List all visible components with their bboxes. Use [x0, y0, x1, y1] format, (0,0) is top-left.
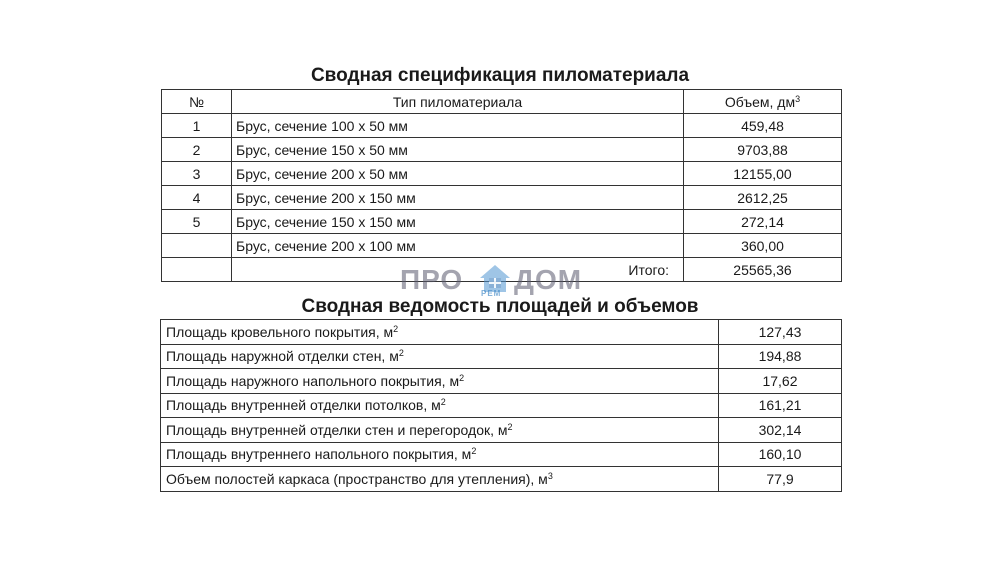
header-num: №	[162, 90, 232, 114]
header-volume	[684, 90, 842, 114]
total-label: Итого:	[232, 258, 684, 282]
row-num	[162, 234, 232, 258]
table-header-row	[162, 90, 842, 114]
table-row	[161, 320, 842, 345]
row-label	[161, 320, 719, 345]
table-row	[162, 210, 842, 234]
row-value: 127,43	[719, 320, 842, 345]
row-label	[161, 442, 719, 467]
row-label	[161, 344, 719, 369]
row-label-text: Объем полостей каркаса (пространство для утепления), м	[166, 470, 548, 487]
row-volume: 9703,88	[684, 138, 842, 162]
row-label	[161, 369, 719, 394]
row-type: Брус, сечение 200 х 50 мм	[232, 162, 684, 186]
table-row	[161, 467, 842, 492]
areas-title: Сводная ведомость площадей и объемов	[301, 296, 699, 317]
watermark-text-right: ДОМ	[514, 264, 583, 295]
table-row	[161, 369, 842, 394]
lumber-spec-table	[161, 89, 842, 282]
total-value: 25565,36	[684, 258, 842, 282]
row-volume: 12155,00	[684, 162, 842, 186]
row-type: Брус, сечение 150 х 50 мм	[232, 138, 684, 162]
row-unit: 2	[440, 397, 446, 408]
total-empty-cell	[162, 258, 232, 282]
row-value: 302,14	[719, 418, 842, 443]
row-num: 5	[162, 210, 232, 234]
row-label	[161, 467, 719, 492]
row-volume: 360,00	[684, 234, 842, 258]
watermark-text-left: ПРО	[400, 264, 464, 295]
watermark-small-text: РЕМ	[481, 289, 502, 298]
row-value: 160,10	[719, 442, 842, 467]
table-row	[162, 138, 842, 162]
table-row	[161, 442, 842, 467]
table-row	[161, 393, 842, 418]
row-unit: 2	[507, 421, 513, 432]
row-type: Брус, сечение 150 х 150 мм	[232, 210, 684, 234]
row-num: 2	[162, 138, 232, 162]
row-type: Брус, сечение 100 х 50 мм	[232, 114, 684, 138]
row-type: Брус, сечение 200 х 150 мм	[232, 186, 684, 210]
row-unit: 2	[393, 323, 399, 334]
row-volume: 272,14	[684, 210, 842, 234]
row-unit: 2	[459, 372, 465, 383]
table-row	[161, 344, 842, 369]
row-label-text: Площадь кровельного покрытия, м	[166, 323, 394, 340]
row-value: 194,88	[719, 344, 842, 369]
row-unit: 3	[547, 470, 553, 481]
row-label-text: Площадь наружного напольного покрытия, м	[166, 372, 460, 389]
row-unit: 2	[471, 446, 477, 457]
table-row	[162, 114, 842, 138]
row-value: 77,9	[719, 467, 842, 492]
row-num: 4	[162, 186, 232, 210]
row-value: 161,21	[719, 393, 842, 418]
row-label-text: Площадь внутренней отделки потолков, м	[166, 397, 441, 414]
areas-volumes-table	[160, 319, 842, 492]
row-num: 3	[162, 162, 232, 186]
row-unit: 2	[398, 348, 404, 359]
row-volume: 2612,25	[684, 186, 842, 210]
row-num: 1	[162, 114, 232, 138]
row-label-text: Площадь наружной отделки стен, м	[166, 348, 399, 365]
table-row	[162, 234, 842, 258]
row-label-text: Площадь внутреннего напольного покрытия, м	[166, 446, 472, 463]
header-type: Тип пиломатериала	[232, 90, 684, 114]
header-volume-unit: 3	[795, 93, 801, 104]
spec-title: Сводная спецификация пиломатериала	[310, 65, 690, 86]
row-value: 17,62	[719, 369, 842, 394]
table-row	[161, 418, 842, 443]
row-type: Брус, сечение 200 х 100 мм	[232, 234, 684, 258]
header-volume-label: Объем, дм	[724, 93, 796, 110]
row-label-text: Площадь внутренней отделки стен и перегородок, м	[166, 421, 508, 438]
table-row	[162, 186, 842, 210]
table-row	[162, 162, 842, 186]
row-label	[161, 418, 719, 443]
row-label	[161, 393, 719, 418]
row-volume: 459,48	[684, 114, 842, 138]
